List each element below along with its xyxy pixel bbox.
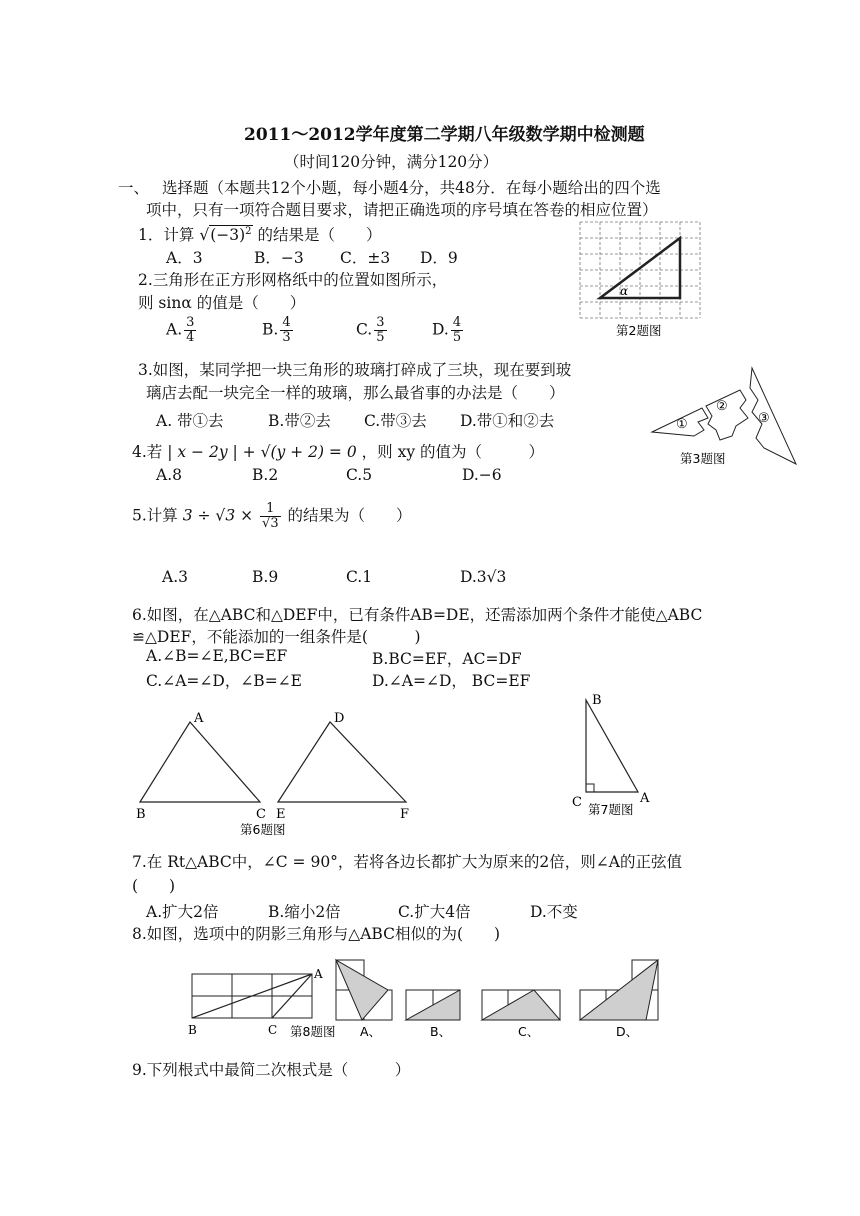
q8-option-c-figure	[482, 990, 560, 1020]
q3-stem-line2: 璃店去配一块完全一样的玻璃，那么最省事的办法是（ ）	[146, 384, 565, 402]
q5-fraction: $\frac{1}{√3}$	[262, 501, 279, 531]
q7-option-b: B.缩小2倍	[268, 903, 341, 921]
piece-3-label: ③	[758, 411, 770, 426]
q1-option-a: A．3	[166, 249, 203, 267]
q6-stem-line2: ≌△DEF，不能添加的一组条件是( )	[132, 628, 421, 646]
q5-suffix: 的结果为（ ）	[287, 506, 412, 525]
q7-stem-line1: 7.在 Rt△ABC中，∠C = 90°，若将各边长都扩大为原来的2倍，则∠A的正弦值	[132, 853, 682, 871]
q9-stem: 9.下列根式中最简二次根式是（ ）	[132, 1061, 411, 1079]
right-triangle-abc	[586, 700, 638, 792]
q5-option-c: C.1	[346, 568, 373, 586]
q2-stem-line2: 则 sinα 的值是（ ）	[138, 294, 306, 312]
q4-option-c: C.5	[346, 466, 373, 484]
q2-stem-line1: 2.三角形在正方形网格纸中的位置如图所示，	[138, 271, 448, 289]
label-a: A	[314, 967, 323, 981]
piece-1-label: ①	[676, 417, 688, 432]
q6-figure-caption: 第6题图	[240, 822, 286, 837]
q7-option-c: C.扩大4倍	[398, 903, 471, 921]
q8-stem: 8.如图，选项中的阴影三角形与△ABC相似的为( )	[132, 925, 501, 943]
q8-figure	[186, 956, 666, 1046]
q5-option-a: A.3	[162, 568, 188, 586]
page-title: 2011～2012学年度第二学期八年级数学期中检测题	[244, 125, 645, 145]
section-instruction-line2: 项中，只有一项符合题目要求，请把正确选项的序号填在答卷的相应位置）	[146, 201, 658, 219]
q4-stem	[132, 440, 544, 462]
label-c: C	[268, 1023, 278, 1037]
triangle-def	[278, 722, 406, 802]
q5-expression: 3 ÷ √3 ×	[182, 506, 254, 525]
piece-2-label: ②	[716, 399, 728, 414]
q1-prefix: 1．计算	[138, 226, 195, 244]
q1-option-b: B．−3	[254, 249, 304, 267]
q1-stem	[138, 223, 381, 245]
triangle-abc	[140, 722, 260, 802]
q1-radicand: (−3)	[210, 226, 246, 244]
q3-broken-glass-figure	[646, 360, 802, 468]
q7-option-d: D.不变	[530, 903, 578, 921]
label-a: A	[640, 791, 650, 806]
q5-stem	[132, 502, 412, 531]
q5-option-d: D.3√3	[460, 568, 507, 586]
q2-option-b: B. $\frac{4}{3}$	[262, 315, 291, 345]
q3-option-a: A. 带①去	[156, 412, 224, 430]
q2-grid-figure	[576, 218, 706, 342]
q6-triangles-figure	[130, 706, 420, 842]
q8-option-d-figure	[580, 960, 658, 1020]
q5-prefix: 5.计算	[132, 506, 178, 525]
q4-expression: | x − 2y | + √(y + 2) = 0	[167, 443, 357, 461]
q3-option-b: B.带②去	[268, 412, 331, 430]
q3-figure-caption: 第3题图	[680, 451, 726, 466]
q3-option-d: D.带①和②去	[460, 412, 555, 430]
label-d: D	[334, 711, 345, 726]
page-subtitle: （时间120分钟，满分120分）	[284, 153, 499, 171]
q8-option-b-label: B、	[430, 1024, 452, 1039]
label-e: E	[276, 807, 286, 822]
q6-option-a: A.∠B=∠E,BC=EF	[146, 647, 288, 665]
label-b: B	[136, 807, 146, 822]
glass-piece-3	[750, 368, 796, 464]
q8-option-a-label: A、	[360, 1024, 382, 1039]
q1-exponent: 2	[245, 225, 252, 237]
q1-sqrt-expression: $√(-3)^2$	[199, 225, 252, 244]
q6-option-b: B.BC=EF，AC=DF	[372, 650, 522, 668]
q1-suffix: 的结果是（ ）	[257, 226, 382, 244]
q2-figure-caption: 第2题图	[616, 323, 662, 338]
q6-option-d: D.∠A=∠D， BC=EF	[372, 672, 531, 690]
section-instruction-line1: 选择题（本题共12个小题，每小题4分，共48分．在每小题给出的四个选	[162, 179, 661, 197]
q7-option-a: A.扩大2倍	[146, 903, 219, 921]
label-a: A	[194, 711, 204, 726]
q4-option-a: A.8	[156, 466, 182, 484]
q6-stem-line1: 6.如图，在△ABC和△DEF中，已有条件AB=DE，还需添加两个条件才能使△ABC	[132, 606, 703, 624]
alpha-label: α	[620, 284, 629, 298]
q4-prefix: 4.若	[132, 443, 163, 461]
grid-lines	[580, 222, 700, 318]
right-angle-mark	[586, 784, 594, 792]
q7-right-triangle-figure	[566, 690, 666, 820]
glass-piece-2	[706, 390, 748, 440]
q8-figure-caption: 第8题图	[290, 1024, 336, 1039]
q8-option-b-figure	[406, 990, 460, 1020]
q8-main-grid	[192, 974, 312, 1018]
q4-option-d: D.−6	[462, 466, 502, 484]
q7-figure-caption: 第7题图	[588, 802, 634, 817]
q2-option-c: C. $\frac{3}{5}$	[356, 315, 385, 345]
label-c: C	[572, 795, 582, 810]
q3-option-c: C.带③去	[364, 412, 427, 430]
label-b: B	[592, 693, 602, 708]
q5-option-b: B.9	[252, 568, 279, 586]
q1-option-d: D．9	[420, 249, 458, 267]
label-c: C	[256, 807, 266, 822]
q1-option-c: C．±3	[340, 249, 391, 267]
q8-option-d-label: D、	[616, 1024, 639, 1039]
q8-option-c-label: C、	[518, 1024, 540, 1039]
q4-option-b: B.2	[252, 466, 279, 484]
q8-option-a-figure	[336, 960, 392, 1020]
q2-option-a: A. $\frac{3}{4}$	[166, 315, 195, 345]
label-f: F	[400, 807, 410, 822]
label-b: B	[188, 1023, 197, 1037]
q7-stem-line2: ( )	[132, 877, 176, 895]
q3-stem-line1: 3.如图，某同学把一块三角形的玻璃打碎成了三块，现在要到玻	[138, 361, 572, 379]
q2-option-d: D. $\frac{4}{5}$	[432, 315, 462, 345]
section-number: 一、	[118, 179, 150, 197]
q6-option-c: C.∠A=∠D，∠B=∠E	[146, 672, 302, 690]
q4-suffix: ，则 xy 的值为（ ）	[361, 443, 545, 461]
